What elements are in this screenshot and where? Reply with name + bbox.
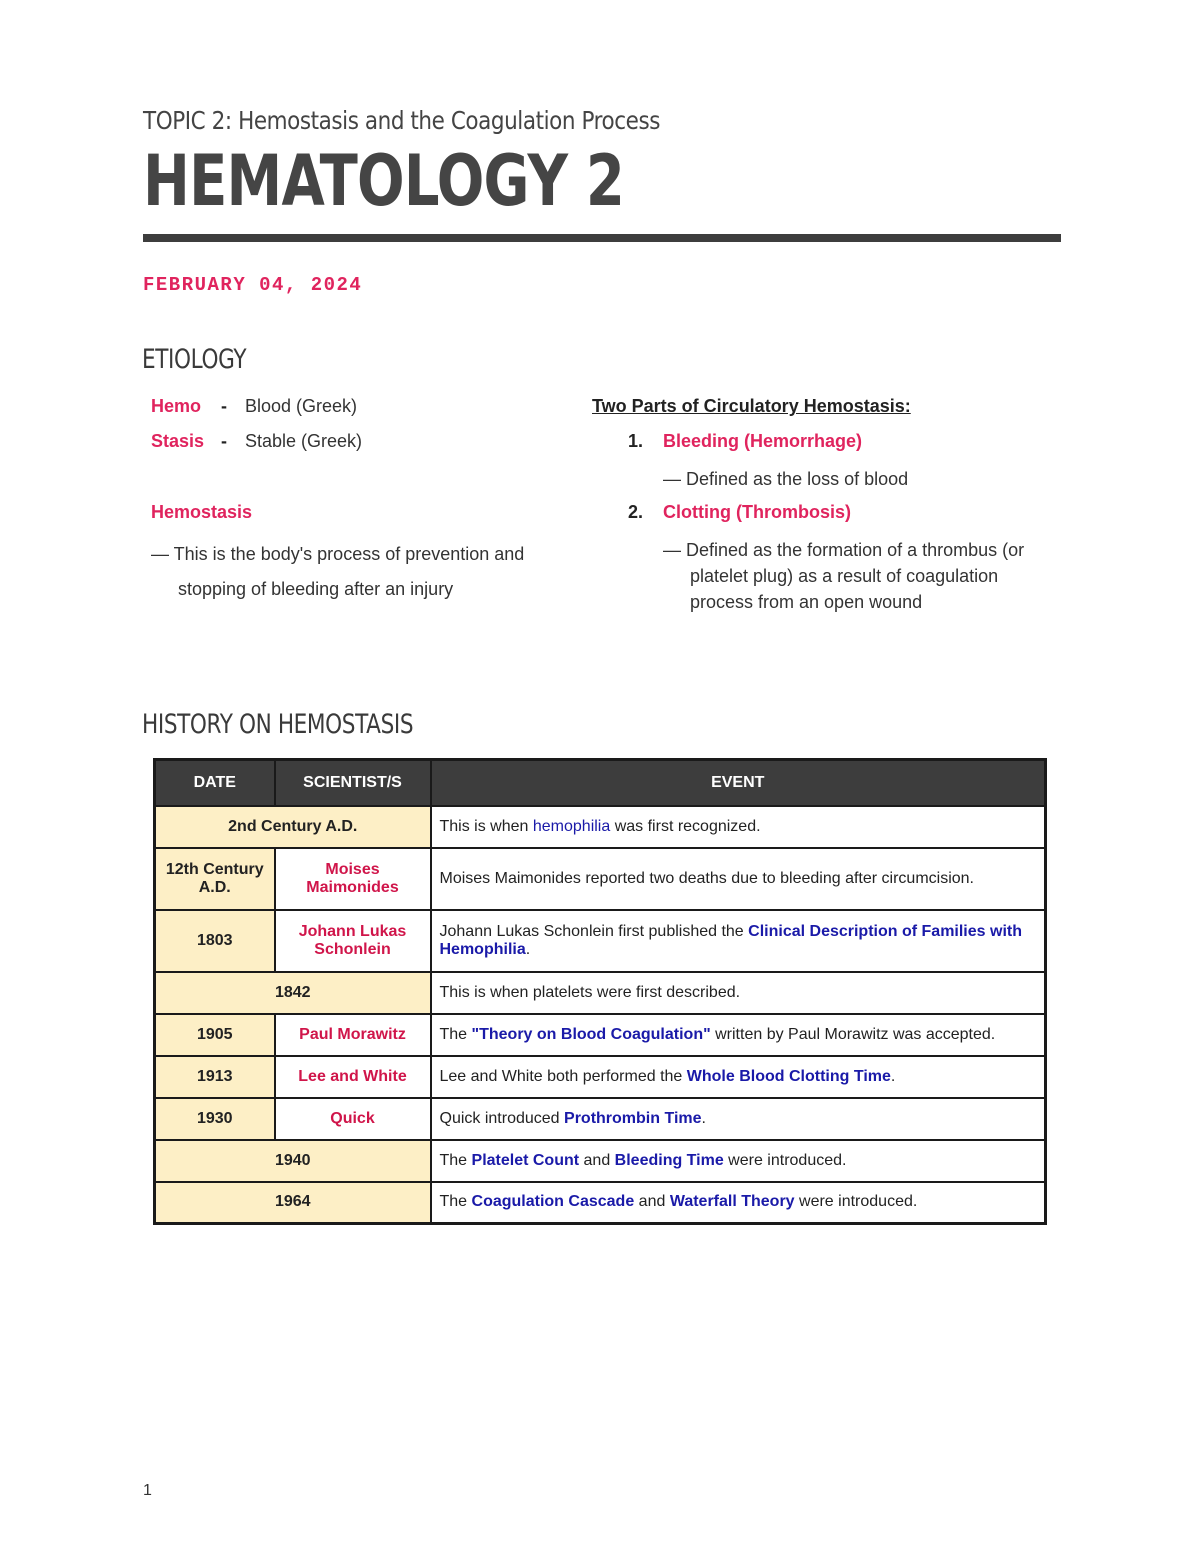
date-cell: 1913 [155,1056,275,1098]
event-cell: The Platelet Count and Bleeding Time were introduced. [431,1140,1046,1182]
event-cell: This is when platelets were first described. [431,972,1046,1014]
table-row [155,972,1046,1014]
scientist-cell: Johann Lukas Schonlein [275,910,431,972]
page-number: 1 [143,1482,152,1499]
hemostasis-definition [151,537,591,607]
hemostasis-term: Hemostasis [151,502,253,522]
event-cell: Johann Lukas Schonlein first published the Clinical Description of Families with Hemophilia. [431,910,1046,972]
date-cell: 1930 [155,1098,275,1140]
table-row [155,1182,1046,1224]
table-row [155,1140,1046,1182]
part-definition-clotting [663,537,1063,615]
title-divider [143,234,1061,242]
event-cell: Quick introduced Prothrombin Time. [431,1098,1046,1140]
scientist-cell: Moises Maimonides [275,848,431,910]
date-cell: 1905 [155,1014,275,1056]
table-row [155,848,1046,910]
table-header-row [155,760,1046,806]
date-cell: 1940 [155,1140,431,1182]
term-row-stasis [151,431,362,452]
date-cell: 1842 [155,972,431,1014]
etiology-heading: ETIOLOGY [142,344,247,375]
table-row [155,806,1046,848]
document-title: HEMATOLOGY 2 [143,140,625,222]
date-cell: 1964 [155,1182,431,1224]
topic-subtitle: TOPIC 2: Hemostasis and the Coagulation Process [143,106,661,135]
history-table [153,758,1047,1225]
part-number: 1. [628,431,644,451]
parts-title: Two Parts of Circulatory Hemostasis: [592,396,911,416]
part-number: 2. [628,502,644,522]
hemostasis-def-line-1: — This is the body's process of prevention and [151,544,525,564]
term-dash: - [221,431,227,451]
column-header-event: EVENT [431,760,1046,806]
clotting-def-line-1: — Defined as the formation of a thrombus (or [663,540,1025,560]
event-cell: This is when hemophilia was first recognized. [431,806,1046,848]
clotting-def-line-2: platelet plug) as a result of coagulation process from an open wound [690,566,999,612]
part-definition-bleeding: — Defined as the loss of blood [663,469,909,489]
term-row-hemo [151,396,357,417]
scientist-cell: Paul Morawitz [275,1014,431,1056]
column-header-date: DATE [155,760,275,806]
part-item-bleeding [628,431,862,452]
hemostasis-def-line-2: stopping of bleeding after an injury [178,579,454,599]
term-meaning: Blood (Greek) [245,396,358,416]
date-cell: 12th Century A.D. [155,848,275,910]
table-row [155,1014,1046,1056]
term-label: Hemo [151,396,202,416]
term-meaning: Stable (Greek) [245,431,363,451]
scientist-cell: Quick [275,1098,431,1140]
table-row [155,1056,1046,1098]
event-cell: Moises Maimonides reported two deaths due to bleeding after circumcision. [431,848,1046,910]
column-header-scientist: SCIENTIST/S [275,760,431,806]
event-cell: The "Theory on Blood Coagulation" written by Paul Morawitz was accepted. [431,1014,1046,1056]
document-date: FEBRUARY 04, 2024 [143,274,363,296]
term-dash: - [221,396,227,416]
part-item-clotting [628,502,851,523]
table-row [155,1098,1046,1140]
event-cell: The Coagulation Cascade and Waterfall Theory were introduced. [431,1182,1046,1224]
history-heading: HISTORY ON HEMOSTASIS [142,709,414,740]
date-cell: 1803 [155,910,275,972]
table-row [155,910,1046,972]
part-name: Bleeding (Hemorrhage) [663,431,863,451]
scientist-cell: Lee and White [275,1056,431,1098]
date-cell: 2nd Century A.D. [155,806,431,848]
part-name: Clotting (Thrombosis) [663,502,851,522]
term-label: Stasis [151,431,205,451]
event-cell: Lee and White both performed the Whole Blood Clotting Time. [431,1056,1046,1098]
